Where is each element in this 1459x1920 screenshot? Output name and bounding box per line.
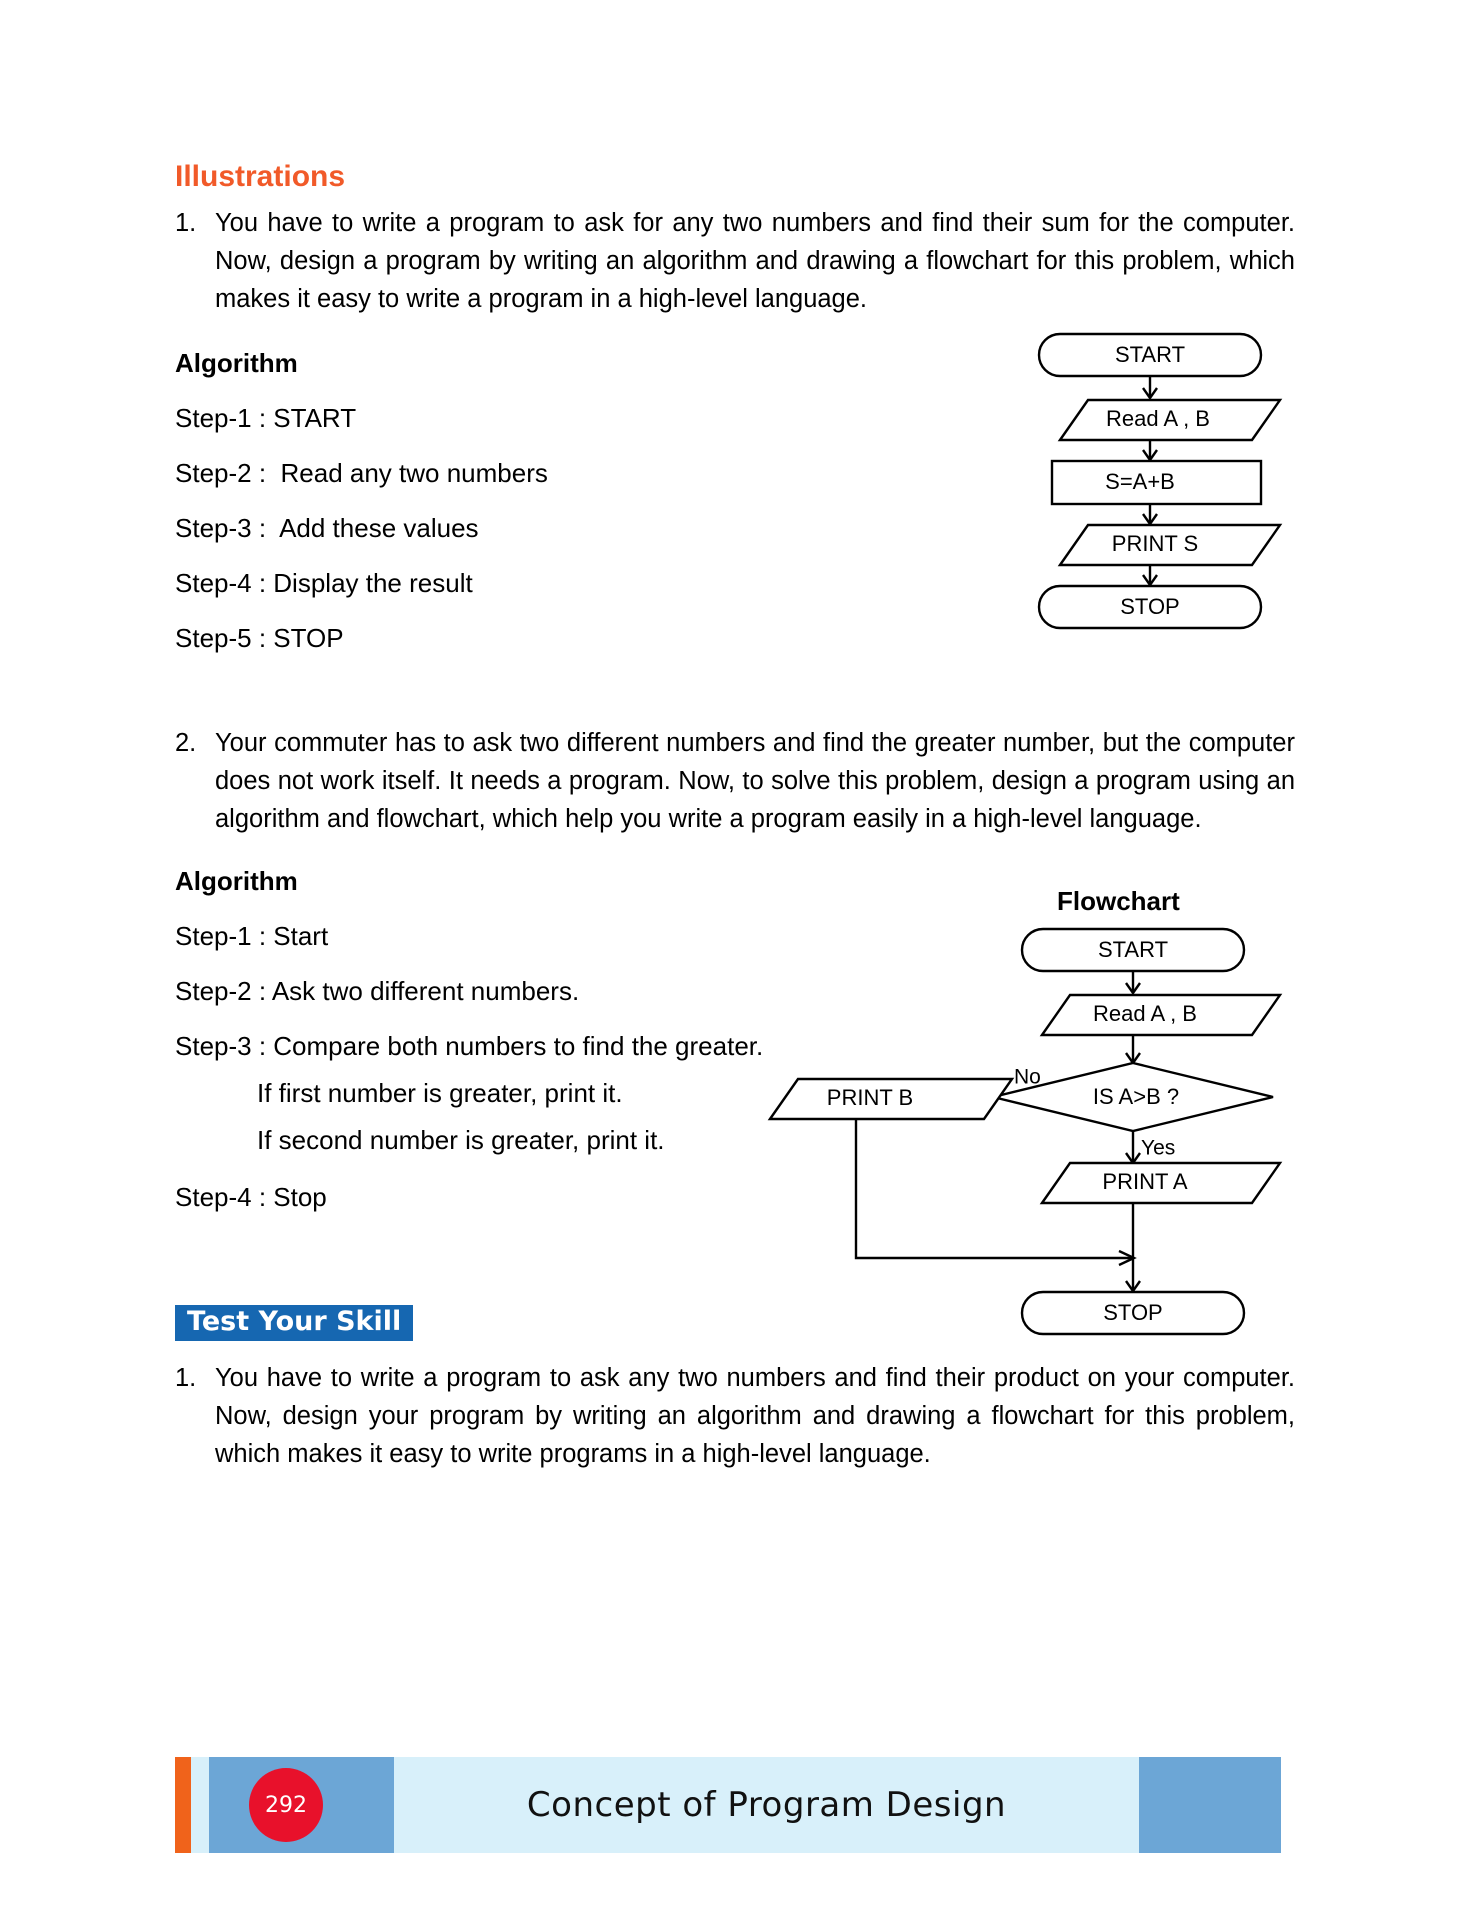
item-number: 1. xyxy=(175,1364,197,1392)
illustration-item-2 xyxy=(175,724,1295,838)
flowchart-1-read-label: Read A , B xyxy=(1106,405,1210,431)
algorithm-2-final-step: Step-4 : Stop xyxy=(175,1182,327,1212)
page-number: 292 xyxy=(265,1792,307,1818)
footer-blue-block-right xyxy=(1139,1757,1281,1853)
flowchart-2-read-label: Read A , B xyxy=(1093,1000,1197,1026)
flowchart-1-start-label: START xyxy=(1114,341,1186,367)
test-your-skill-badge: Test Your Skill xyxy=(175,1305,413,1341)
flowchart-2-stop-label: STOP xyxy=(1103,1299,1163,1325)
footer-light-gap xyxy=(191,1757,209,1853)
footer-chapter-title: Concept of Program Design xyxy=(526,1785,1007,1825)
flowchart-2-start-label: START xyxy=(1097,936,1169,962)
algorithm-2-substep: If first number is greater, print it. xyxy=(257,1078,623,1108)
algorithm-2-substep: If second number is greater, print it. xyxy=(257,1125,665,1155)
item-text: You have to write a program to ask any two numbers and find their product on your computer. Now, design your program by writing an algorithm and drawing a flowchart for this problem, which makes it easy to write programs in a high-level language. xyxy=(215,1364,1295,1468)
flowchart-2-no-label: No xyxy=(1014,1065,1041,1089)
algorithm-1-step: Step-5 : STOP xyxy=(175,623,344,653)
flowchart-2-yes-label: Yes xyxy=(1141,1136,1176,1160)
flowchart-2-decision-label: IS A>B ? xyxy=(1092,1083,1180,1109)
page-footer xyxy=(175,1757,1281,1853)
flowchart-2 xyxy=(770,925,1280,1365)
illustration-item-1 xyxy=(175,204,1295,318)
flowchart-1-print-label: PRINT S xyxy=(1111,530,1199,556)
algorithm-1-step: Step-1 : START xyxy=(175,403,357,433)
algorithm-2-step: Step-2 : Ask two different numbers. xyxy=(175,976,580,1006)
flowchart-2-heading: Flowchart xyxy=(1057,886,1180,916)
item-text: You have to write a program to ask for any two numbers and find their sum for the computer. Now, design a program by writing an algorithm and drawing a flowchart for this problem, which makes it easy to write a program in a high-level language. xyxy=(215,209,1295,313)
flowchart-2-print-a-label: PRINT A xyxy=(1102,1168,1188,1194)
flowchart-1-stop-label: STOP xyxy=(1120,593,1180,619)
flowchart-2-print-b-label: PRINT B xyxy=(826,1084,914,1110)
flowchart-1 xyxy=(1030,330,1280,619)
algorithm-2-step: Step-3 : Compare both numbers to find the greater. xyxy=(175,1031,764,1061)
algorithm-1-step: Step-4 : Display the result xyxy=(175,568,473,598)
illustrations-heading: Illustrations xyxy=(175,160,346,193)
algorithm-1-step: Step-3 : Add these values xyxy=(175,513,479,543)
page-number-circle xyxy=(249,1768,323,1842)
test-your-skill-item-1 xyxy=(175,1359,1295,1473)
flowchart-1-process-label: S=A+B xyxy=(1105,468,1175,494)
algorithm-1-step: Step-2 : Read any two numbers xyxy=(175,458,548,488)
footer-orange-bar xyxy=(175,1757,191,1853)
item-number: 1. xyxy=(175,209,197,237)
algorithm-2-step: Step-1 : Start xyxy=(175,921,329,951)
item-number: 2. xyxy=(175,729,197,757)
algorithm-2-heading: Algorithm xyxy=(175,866,298,896)
algorithm-1-heading: Algorithm xyxy=(175,348,298,378)
item-text: Your commuter has to ask two different numbers and find the greater number, but the computer does not work itself. It needs a program. Now, to solve this problem, design a program using an algorithm and flowchart, which help you write a program easily in a high-level language. xyxy=(215,729,1295,833)
